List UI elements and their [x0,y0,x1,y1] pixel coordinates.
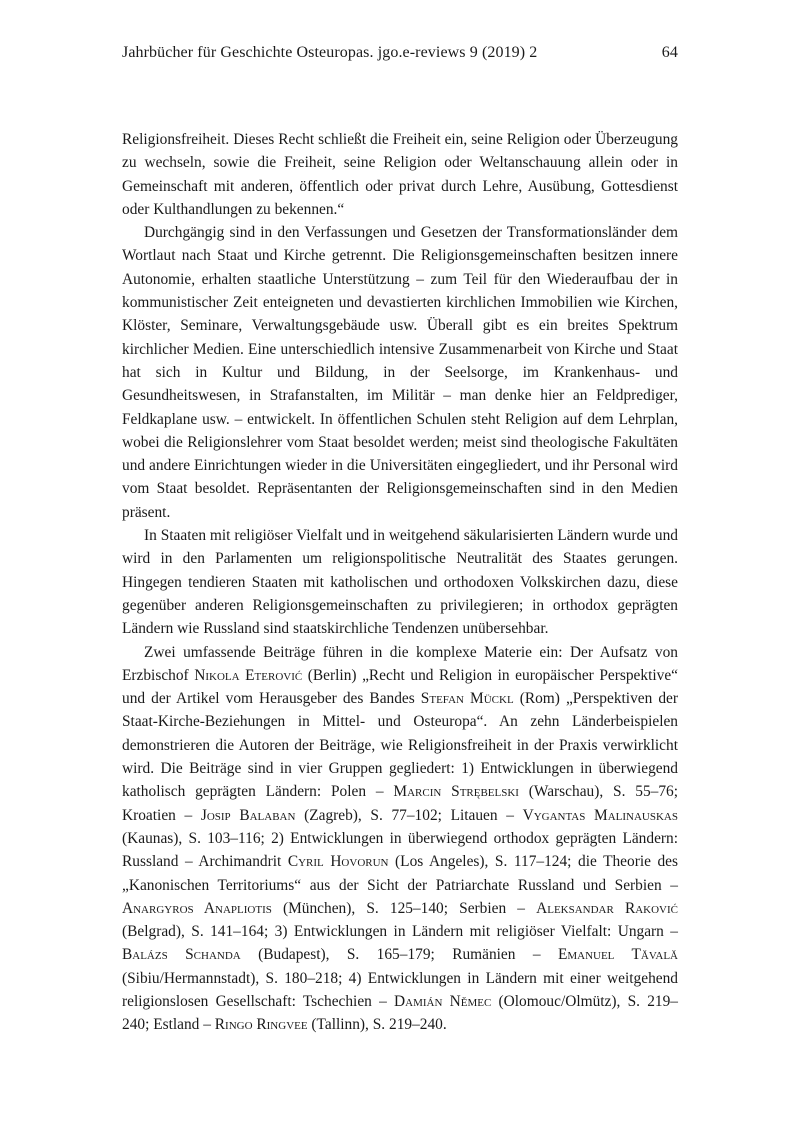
author-name: Josip Balaban [200,806,296,824]
paragraph [122,221,678,524]
running-header [122,44,678,62]
author-name: Anargyros Anapliotis [122,899,272,917]
text-segment: (Kaunas), S. 103–116; 2) Entwicklungen in überwiegend orthodox geprägten Ländern: Russland – Archimandrit [122,829,678,871]
paragraph [122,524,678,640]
paragraph [122,641,678,1037]
text-segment: (Zagreb), S. 77–102; Litauen – [295,806,523,824]
author-name: Balázs Schanda [122,946,241,964]
text-segment: (Los Angeles), S. 117–124; die Theorie des „Kanonischen Territoriums“ aus der Sicht der Patriarchate Russland und Serbien – [122,853,678,894]
author-name: Emanuel Tăvală [557,946,678,964]
text-segment: (Belgrad), S. 141–164; 3) Entwicklungen in Ländern mit religiöser Vielfalt: Ungarn – [122,923,678,941]
page-number: 64 [661,44,678,61]
text-segment: (Rom) „Perspektiven der Staat-Kirche-Beziehungen in Mittel- und Osteuropa“. An zehn Länderbeispielen demonstrieren die Autoren der Beiträge, wie Religionsfreiheit in der Praxis verwirklicht wird. Die Beiträge sind in vier Gruppen gegliedert: 1) Entwicklungen in überwiegend katholisch geprägten Ländern: Polen – [122,690,678,801]
text-segment: In Staaten mit religiöser Vielfalt und in weitgehend säkularisierten Ländern wurde und wird in den Parlamenten um religionspolitische Neutralität des Staates gerungen. Hingegen tendieren Staaten mit katholischen und orthodoxen Volkskirchen dazu, diese gegenüber anderen Religionsgemeinschaften zu privilegieren; in orthodox geprägten Ländern wie Russland sind staatskirchliche Tendenzen unübersehbar. [122,527,678,638]
journal-title: Jahrbücher für Geschichte Osteuropas. jgo.e-reviews 9 (2019) 2 [122,44,538,61]
text-segment: (München), S. 125–140; Serbien – [271,899,537,917]
author-name: Stefan Mückl [420,690,514,708]
text-segment: (Sibiu/Hermannstadt), S. 180–218; 4) Entwicklungen in Ländern mit einer weitgehend religionslosen Gesellschaft: Tschechien – [122,969,678,1010]
text-segment: (Berlin) „Recht und Religion in europäischer Perspektive“ und der Artikel vom Herausgeber des Bandes [122,666,678,708]
author-name: Cyril Hovorun [287,853,389,871]
author-name: Nikola Eterović [194,666,303,684]
text-segment: Zwei umfassende Beiträge führen in die komplexe Materie ein: Der Aufsatz von Erzbischof [122,643,678,684]
author-name: Aleksandar Raković [536,899,679,917]
author-name: Vygantas Malinauskas [522,806,678,824]
text-segment: (Warschau), S. 55–76; Kroatien – [122,783,679,824]
text-segment: (Tallinn), S. 219–240. [307,1016,447,1034]
text-segment: Religionsfreiheit. Dieses Recht schließt die Freiheit ein, seine Religion oder Überzeugung zu wechseln, sowie die Freiheit, seine Religion oder Weltanschauung allein oder in Gemeinschaft mit anderen, öffentlich oder privat durch Lehre, Ausübung, Gottesdienst oder Kulthandlungen zu bekennen.“ [122,131,678,218]
author-name: Ringo Ringvee [214,1016,308,1034]
author-name: Marcin Strębelski [393,783,519,801]
author-name: Damián Němec [394,992,492,1010]
paragraph [122,128,678,221]
body-text [122,128,678,1037]
text-segment: (Budapest), S. 165–179; Rumänien – [240,946,558,964]
text-segment: (Olomouc/Olmütz), S. 219–240; Estland – [122,992,678,1034]
text-segment: Durchgängig sind in den Verfassungen und Gesetzen der Transformationsländer dem Wortlaut nach Staat und Kirche getrennt. Die Religionsgemeinschaften besitzen innere Autonomie, erhalten staatliche Unterstützung – zum Teil für den Wiederaufbau der in kommunistischer Zeit enteigneten und devastierten kirchlichen Immobilien wie Kirchen, Klöster, Seminare, Verwaltungsgebäude usw. Überall gibt es ein breites Spektrum kirchlicher Medien. Eine unterschiedlich intensive Zusammenarbeit von Kirche und Staat hat sich in Kultur und Bildung, in der Seelsorge, im Krankenhaus- und Gesundheitswesen, in Strafanstalten, im Militär – man denke hier an Feldprediger, Feldkaplane usw. – entwickelt. In öffentlichen Schulen steht Religion auf dem Lehrplan, wobei die Religionslehrer vom Staat besoldet werden; meist sind theologische Fakultäten und andere Einrichtungen wieder in die Universitäten eingegliedert, und ihr Personal wird vom Staat besoldet. Repräsentanten der Religionsgemeinschaften sind in den Medien präsent. [122,224,678,521]
